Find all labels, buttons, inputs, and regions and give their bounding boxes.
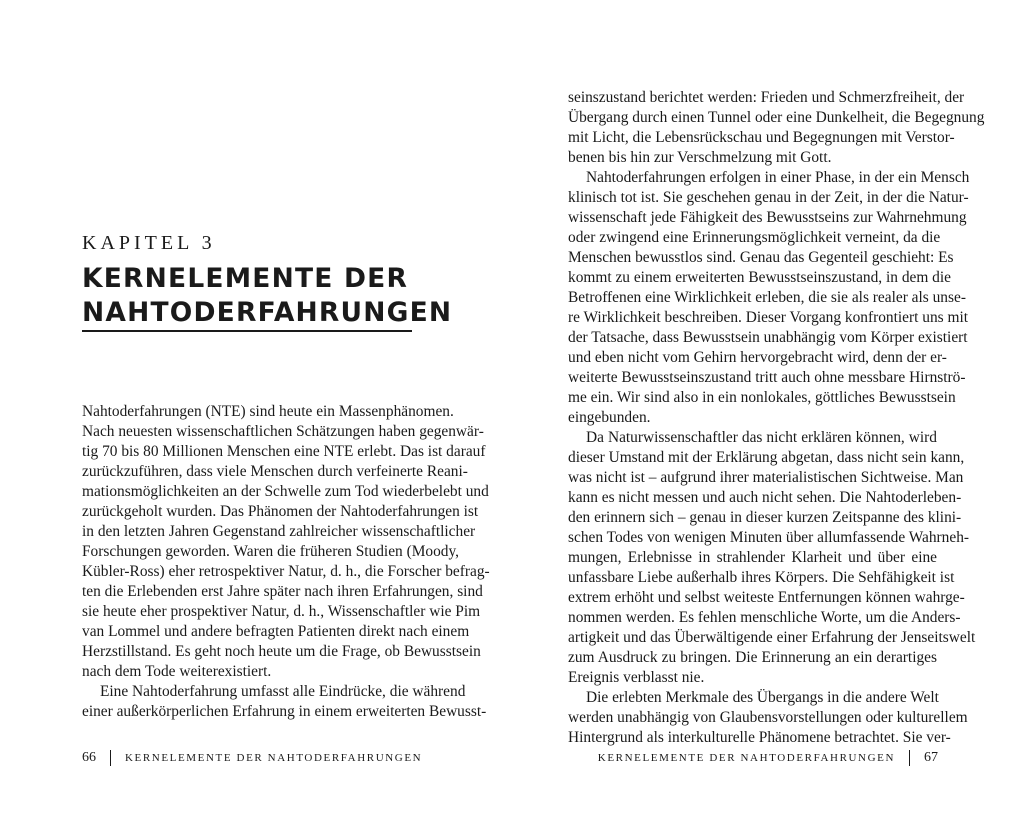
text-line: Ereignis verblasst nie. <box>568 669 705 686</box>
footer-separator <box>110 750 111 766</box>
title-underline <box>82 330 412 332</box>
chapter-label: KAPITEL 3 <box>82 232 216 254</box>
text-line: Die erlebten Merkmale des Übergangs in die andere Welt <box>586 689 939 706</box>
text-line: der Tatsache, dass Bewusstsein unabhängig vom Körper existiert <box>568 329 968 346</box>
text-line: dieser Umstand mit der Erklärung abgetan, dass nicht sein kann, <box>568 449 965 466</box>
page-number: 67 <box>924 750 938 765</box>
text-line: oder zwingend eine Erinnerungsmöglichkeit verneint, da die <box>568 229 941 246</box>
text-line: mationsmöglichkeiten an der Schwelle zum Tod wiederbelebt und <box>82 483 489 500</box>
text-line: mungen, Erlebnisse in strahlender Klarheit und über eine <box>568 549 937 566</box>
text-line: kommt zu einem erweiterten Bewusstseinszustand, in dem die <box>568 269 951 286</box>
text-line: seinszustand berichtet werden: Frieden und Schmerzfreiheit, der <box>568 89 965 106</box>
text-line: zurückzuführen, dass viele Menschen durch verfeinerte Reani- <box>82 463 468 480</box>
chapter-title-line-1: KERNELEMENTE DER <box>82 263 409 294</box>
text-line: schen Todes von wenigen Minuten über allumfassende Wahrneh- <box>568 529 970 546</box>
text-line: me ein. Wir sind also in ein nonlokales, göttliches Bewusstsein <box>568 389 956 406</box>
text-line: Kübler-Ross) eher retrospektiver Natur, d. h., die Forscher befrag- <box>82 563 490 580</box>
text-line: wissenschaft jede Fähigkeit des Bewusstseins zur Wahrnehmung <box>568 209 967 226</box>
text-line: mit Licht, die Lebensrückschau und Begegnungen mit Verstor- <box>568 129 955 146</box>
text-line: Betroffenen eine Wirklichkeit erleben, die sie als realer als unse- <box>568 289 966 306</box>
text-line: Menschen bewusstlos sind. Genau das Gegenteil geschieht: Es <box>568 249 954 266</box>
text-line: Nahtoderfahrungen (NTE) sind heute ein Massenphänomen. <box>82 403 454 420</box>
right-footer <box>598 748 938 768</box>
running-head: KERNELEMENTE DER NAHTODERFAHRUNGEN <box>125 752 423 764</box>
text-line: klinisch tot ist. Sie geschehen genau in der Zeit, in der die Natur- <box>568 189 969 206</box>
text-line: werden unabhängig von Glaubensvorstellungen oder kulturellem <box>568 709 968 726</box>
text-line: Herzstillstand. Es geht noch heute um die Frage, ob Bewusstsein <box>82 643 481 660</box>
text-line: van Lommel und andere befragten Patienten direkt nach einem <box>82 623 470 640</box>
text-line: zum Ausdruck zu bringen. Die Erinnerung an ein derartiges <box>568 649 937 666</box>
text-line: nach dem Tode weiterexistiert. <box>82 663 272 680</box>
running-head: KERNELEMENTE DER NAHTODERFAHRUNGEN <box>597 752 895 764</box>
text-line: Hintergrund als interkulturelle Phänomene betrachtet. Sie ver- <box>568 729 951 746</box>
text-line: kann es nicht messen und auch nicht sehen. Die Nahtoderleben- <box>568 489 962 506</box>
text-line: Da Naturwissenschaftler das nicht erklären können, wird <box>586 429 937 446</box>
text-line: Übergang durch einen Tunnel oder eine Dunkelheit, die Begegnung <box>568 109 985 126</box>
text-line: extrem erhöht und selbst weiteste Entfernungen können wahrge- <box>568 589 965 606</box>
text-line: Forschungen geworden. Waren die früheren Studien (Moody, <box>82 543 460 560</box>
text-line: zurückgeholt wurden. Das Phänomen der Nahtoderfahrungen ist <box>82 503 479 520</box>
text-line: benen bis hin zur Verschmelzung mit Gott. <box>568 149 832 166</box>
text-line: Eine Nahtoderfahrung umfasst alle Eindrücke, die während <box>100 683 466 700</box>
right-body-text <box>568 88 985 748</box>
text-line: unfassbare Liebe außerhalb ihres Körpers. Die Sehfähigkeit ist <box>568 569 955 586</box>
text-line: sie heute eher prospektiver Natur, d. h., Wissenschaftler wie Pim <box>82 603 481 620</box>
footer-separator <box>909 750 910 766</box>
text-line: Nach neuesten wissenschaftlichen Schätzungen haben gegenwär- <box>82 423 484 440</box>
text-line: nommen werden. Es fehlen menschliche Worte, um die Anders- <box>568 609 961 626</box>
chapter-title <box>82 262 453 330</box>
page-number: 66 <box>82 750 96 765</box>
left-body-text <box>82 402 490 722</box>
text-line: einer außerkörperlichen Erfahrung in einem erweiterten Bewusst- <box>82 703 487 720</box>
text-line: in den letzten Jahren Gegenstand zahlreicher wissenschaftlicher <box>82 523 476 540</box>
text-line: Nahtoderfahrungen erfolgen in einer Phase, in der ein Mensch <box>586 169 970 186</box>
text-line: re Wirklichkeit beschreiben. Dieser Vorgang konfrontiert uns mit <box>568 309 969 326</box>
text-line: was nicht ist – aufgrund ihrer materialistischen Sichtweise. Man <box>568 469 964 486</box>
text-line: tig 70 bis 80 Millionen Menschen eine NTE erlebt. Das ist darauf <box>82 443 486 460</box>
text-line: und eben nicht vom Gehirn hervorgebracht wird, denn der er- <box>568 349 947 366</box>
left-footer <box>82 748 422 768</box>
text-line: ten die Erlebenden erst Jahre später nach ihren Erfahrungen, sind <box>82 583 483 600</box>
text-line: eingebunden. <box>568 409 651 426</box>
text-line: weiterte Bewusstseinszustand tritt auch ohne messbare Hirnströ- <box>568 369 966 386</box>
text-line: den erinnern sich – genau in dieser kurzen Zeitspanne des klini- <box>568 509 962 526</box>
text-line: artigkeit und das Überwältigende einer Erfahrung der Jenseitswelt <box>568 629 976 646</box>
chapter-title-line-2: NAHTODERFAHRUNGEN <box>82 297 453 328</box>
